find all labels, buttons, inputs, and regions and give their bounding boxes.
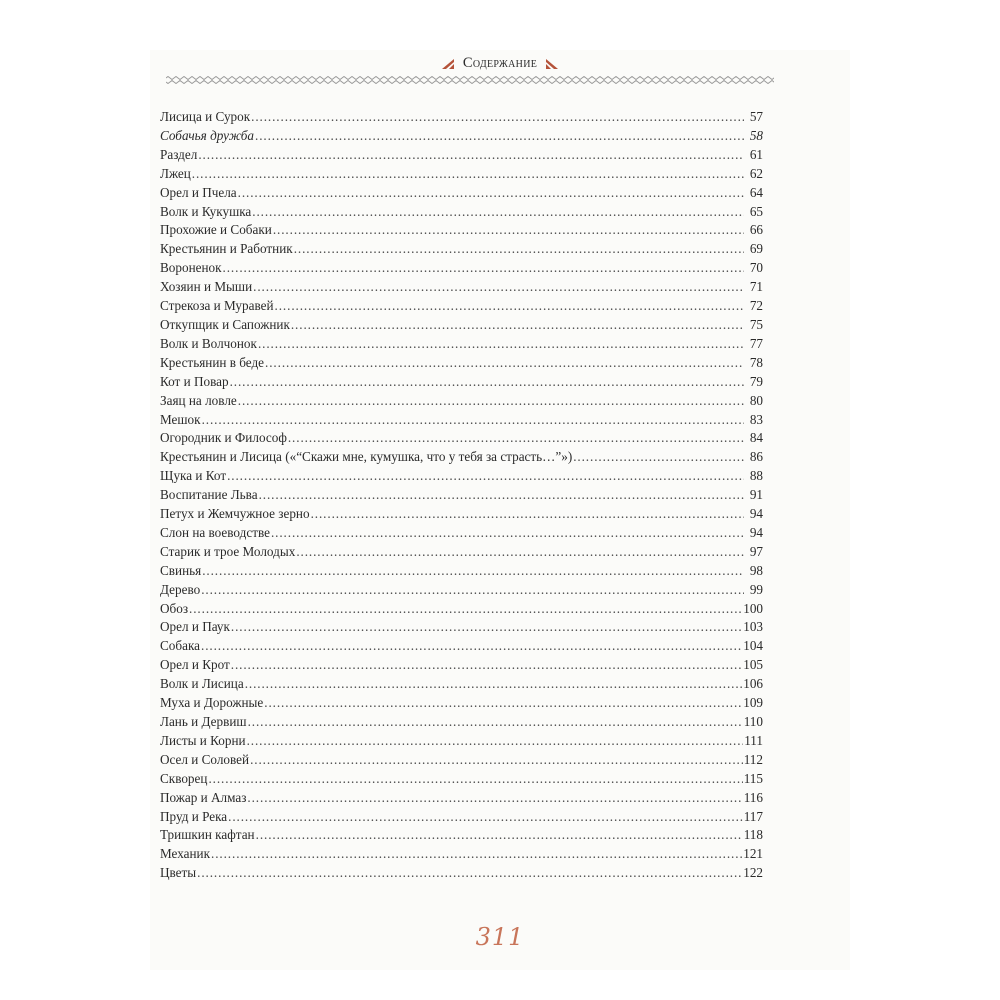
toc-entry — [160, 467, 763, 486]
dot-leader — [296, 543, 744, 562]
toc-entry — [160, 732, 763, 751]
toc-entry — [160, 259, 763, 278]
toc-entry — [160, 600, 763, 619]
dot-leader — [251, 108, 744, 127]
toc-entry-title: Заяц на ловле — [160, 392, 237, 408]
toc-entry — [160, 165, 763, 184]
dot-leader — [264, 694, 742, 713]
toc-entry-title: Листы и Корни — [160, 732, 246, 748]
toc-entry — [160, 637, 763, 656]
book-page — [150, 50, 850, 970]
dot-leader — [198, 146, 744, 165]
dot-leader — [273, 221, 744, 240]
toc-entry — [160, 240, 763, 259]
toc-entry — [160, 845, 763, 864]
dot-leader — [245, 675, 743, 694]
toc-entry — [160, 146, 763, 165]
toc-entry-page: 103 — [743, 619, 763, 635]
dot-leader — [231, 618, 742, 637]
toc-entry-page: 110 — [743, 714, 763, 729]
dot-leader — [265, 354, 744, 373]
toc-entry-page: 69 — [749, 241, 763, 257]
toc-entry-page: 105 — [743, 657, 763, 673]
toc-entry-page: 118 — [743, 827, 763, 843]
toc-entry-page: 75 — [749, 316, 763, 332]
toc-entry-page: 88 — [749, 468, 763, 484]
toc-entry-title: Лисица и Сурок — [160, 109, 251, 124]
dot-leader — [189, 600, 742, 619]
toc-entry — [160, 618, 763, 637]
dot-leader — [271, 524, 744, 543]
toc-entry-page: 84 — [749, 430, 763, 446]
toc-entry-page: 116 — [743, 789, 763, 805]
toc-entry-page: 104 — [743, 638, 763, 654]
toc-entry — [160, 373, 763, 392]
dot-leader — [253, 278, 744, 297]
toc-entry — [160, 221, 763, 240]
toc-entry — [160, 297, 763, 316]
toc-entry-title: Орел и Паук — [160, 619, 230, 635]
toc-entry-page: 86 — [749, 449, 763, 465]
running-head-title: Содержание — [462, 55, 538, 71]
dot-leader — [201, 581, 744, 600]
dot-leader — [228, 808, 743, 827]
toc-entry — [160, 316, 763, 335]
toc-entry — [160, 448, 763, 467]
toc-entry-title: Волк и Лисица — [160, 676, 244, 692]
dot-leader — [202, 411, 744, 430]
dot-leader — [197, 864, 742, 883]
toc-entry-page: 97 — [749, 543, 763, 559]
toc-entry-title: Орел и Крот — [160, 657, 230, 673]
toc-entry-title: Скворец — [160, 770, 208, 786]
dot-leader — [238, 392, 744, 411]
toc-entry — [160, 505, 763, 524]
toc-entry-title: Муха и Дорожные — [160, 695, 264, 711]
dot-leader — [192, 165, 744, 184]
toc-entry-page: 100 — [743, 600, 763, 616]
toc-entry-page: 94 — [749, 506, 763, 522]
toc-entry — [160, 656, 763, 675]
toc-entry-page: 80 — [749, 392, 763, 408]
toc-entry-page: 94 — [749, 524, 763, 540]
dot-leader — [258, 335, 744, 354]
toc-entry — [160, 203, 763, 222]
table-of-contents — [160, 108, 763, 883]
toc-entry-page: 58 — [749, 127, 763, 143]
dot-leader — [238, 184, 744, 203]
toc-entry-page: 115 — [743, 770, 763, 786]
toc-entry-page: 122 — [743, 865, 763, 881]
toc-entry — [160, 486, 763, 505]
toc-entry — [160, 713, 763, 732]
toc-entry — [160, 108, 763, 127]
dot-leader — [201, 637, 742, 656]
dot-leader — [288, 429, 744, 448]
toc-entry — [160, 581, 763, 600]
toc-entry-title: Крестьянин и Лисица («“Скажи мне, кумушка, что у тебя за страсть…”») — [160, 449, 573, 465]
toc-entry-title: Собака — [160, 638, 201, 654]
toc-entry-title: Волк и Волчонок — [160, 335, 257, 351]
toc-entry — [160, 770, 763, 789]
toc-entry-page: 117 — [743, 808, 763, 824]
toc-entry-page: 57 — [749, 109, 763, 124]
toc-entry-title: Вороненок — [160, 260, 222, 276]
toc-entry-title: Старик и трое Молодых — [160, 543, 296, 559]
toc-entry-title: Раздел — [160, 146, 198, 162]
toc-entry-title: Откупщик и Сапожник — [160, 316, 290, 332]
dot-leader — [573, 448, 744, 467]
dot-leader — [211, 845, 742, 864]
toc-entry — [160, 751, 763, 770]
toc-entry — [160, 354, 763, 373]
dot-leader — [223, 259, 744, 278]
toc-entry-title: Лань и Дервиш — [160, 714, 247, 729]
toc-entry-page: 62 — [749, 165, 763, 181]
toc-entry-page: 77 — [749, 335, 763, 351]
dot-leader — [231, 656, 742, 675]
dot-leader — [259, 486, 744, 505]
toc-entry-title: Пожар и Алмаз — [160, 789, 247, 805]
dot-leader — [227, 467, 744, 486]
toc-entry-page: 111 — [744, 732, 763, 748]
toc-entry-title: Крестьянин и Работник — [160, 241, 293, 257]
dot-leader — [275, 297, 744, 316]
toc-entry — [160, 675, 763, 694]
toc-entry-title: Свинья — [160, 562, 202, 578]
toc-entry-page: 61 — [749, 146, 763, 162]
dot-leader — [248, 713, 743, 732]
toc-entry — [160, 524, 763, 543]
left-ornament-icon — [441, 58, 455, 70]
toc-entry-title: Петух и Жемчужное зерно — [160, 506, 310, 522]
toc-entry-page: 99 — [749, 581, 763, 597]
toc-entry — [160, 864, 763, 883]
decorative-rule — [166, 76, 774, 84]
toc-entry-title: Дерево — [160, 581, 201, 597]
toc-entry-page: 78 — [749, 354, 763, 370]
dot-leader — [255, 127, 744, 146]
toc-entry-page: 91 — [749, 487, 763, 503]
toc-entry-title: Пруд и Река — [160, 808, 228, 824]
toc-entry — [160, 429, 763, 448]
dot-leader — [247, 789, 742, 808]
toc-entry-page: 121 — [743, 846, 763, 862]
toc-entry — [160, 694, 763, 713]
toc-entry-page: 64 — [749, 184, 763, 200]
toc-entry-title: Стрекоза и Муравей — [160, 298, 274, 314]
toc-entry-title: Огородник и Философ — [160, 430, 287, 446]
page-number: 311 — [475, 923, 525, 951]
toc-entry — [160, 278, 763, 297]
dot-leader — [208, 770, 742, 789]
toc-entry-page: 70 — [749, 260, 763, 276]
toc-entry — [160, 392, 763, 411]
dot-leader — [256, 826, 743, 845]
dot-leader — [250, 751, 743, 770]
dot-leader — [230, 373, 744, 392]
toc-entry-page: 109 — [743, 695, 763, 711]
toc-entry — [160, 543, 763, 562]
toc-entry-title: Прохожие и Собаки — [160, 222, 272, 238]
toc-entry-page: 79 — [749, 373, 763, 389]
toc-entry-title: Лжец — [160, 165, 191, 181]
toc-entry — [160, 789, 763, 808]
toc-entry — [160, 808, 763, 827]
toc-entry-page: 65 — [749, 203, 763, 219]
running-head — [150, 55, 850, 72]
right-ornament-icon — [545, 58, 559, 70]
toc-entry — [160, 127, 763, 146]
toc-entry-page: 106 — [743, 676, 763, 692]
dot-leader — [247, 732, 744, 751]
dot-leader — [202, 562, 744, 581]
toc-entry-page: 112 — [743, 751, 763, 767]
toc-entry-title: Собачья дружба — [160, 127, 255, 143]
dot-leader — [311, 505, 744, 524]
toc-entry — [160, 562, 763, 581]
toc-entry-title: Хозяин и Мыши — [160, 279, 253, 295]
toc-entry-title: Тришкин кафтан — [160, 827, 255, 843]
toc-entry-title: Волк и Кукушка — [160, 203, 252, 219]
dot-leader — [291, 316, 744, 335]
toc-entry — [160, 411, 763, 430]
toc-entry-title: Воспитание Льва — [160, 487, 258, 503]
toc-entry-title: Осел и Соловей — [160, 751, 250, 767]
toc-entry — [160, 826, 763, 845]
toc-entry-title: Мешок — [160, 411, 201, 427]
toc-entry-title: Щука и Кот — [160, 468, 227, 484]
toc-entry-page: 71 — [749, 279, 763, 295]
toc-entry-title: Слон на воеводстве — [160, 524, 270, 540]
toc-entry-page: 98 — [749, 562, 763, 578]
toc-entry-page: 66 — [749, 222, 763, 238]
dot-leader — [252, 203, 744, 222]
toc-entry-page: 72 — [749, 298, 763, 314]
toc-entry-title: Орел и Пчела — [160, 184, 237, 200]
toc-entry-page: 83 — [749, 411, 763, 427]
toc-entry — [160, 335, 763, 354]
toc-entry-title: Кот и Повар — [160, 373, 229, 389]
toc-entry-title: Обоз — [160, 600, 189, 616]
dot-leader — [294, 240, 744, 259]
toc-entry-title: Крестьянин в беде — [160, 354, 265, 370]
toc-entry — [160, 184, 763, 203]
toc-entry-title: Механик — [160, 846, 211, 862]
toc-entry-title: Цветы — [160, 865, 197, 881]
